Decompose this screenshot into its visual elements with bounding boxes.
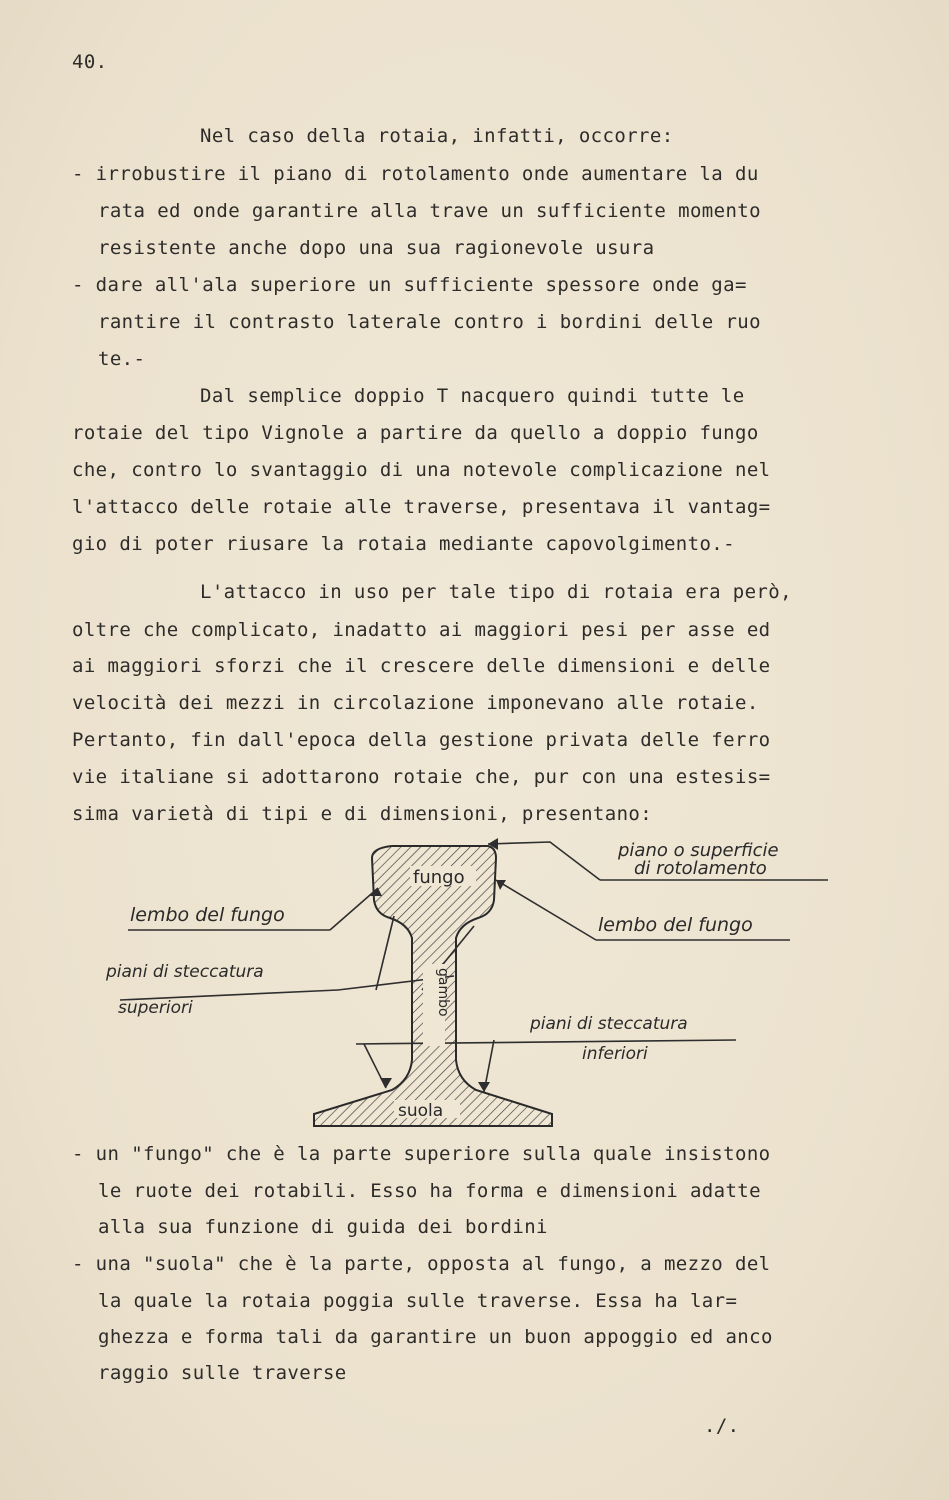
- label-piano-line1: piano o superficie: [618, 840, 779, 861]
- text-line: sima varietà di tipi e di dimensioni, presentano:: [72, 803, 653, 825]
- text-line: - una "suola" che è la parte, opposta al fungo, a mezzo del: [72, 1253, 771, 1275]
- text-line: velocità dei mezzi in circolazione imponevano alle rotaie.: [72, 692, 759, 714]
- label-steccatura-inf-line1: piani di steccatura: [530, 1014, 688, 1034]
- text-line: vie italiane si adottarono rotaie che, pur con una estesis=: [72, 766, 771, 788]
- text-line: le ruote dei rotabili. Esso ha forma e dimensioni adatte: [98, 1180, 761, 1202]
- label-gambo: gambo: [435, 968, 451, 1017]
- text-line: l'attacco delle rotaie alle traverse, presentava il vantag=: [72, 496, 771, 518]
- label-lembo-right: lembo del fungo: [598, 914, 753, 936]
- label-piano-line2: di rotolamento: [634, 858, 767, 879]
- label-steccatura-inf-line2: inferiori: [582, 1044, 648, 1064]
- text-line: - un "fungo" che è la parte superiore sulla quale insistono: [72, 1143, 771, 1165]
- text-line: L'attacco in uso per tale tipo di rotaia era però,: [200, 581, 792, 603]
- text-line: te.-: [98, 348, 146, 370]
- label-fungo: fungo: [413, 867, 465, 888]
- text-line: rata ed onde garantire alla trave un sufficiente momento: [98, 200, 761, 222]
- text-line: - irrobustire il piano di rotolamento onde aumentare la du: [72, 163, 759, 185]
- text-line: resistente anche dopo una sua ragionevole usura: [98, 237, 655, 259]
- text-line: rantire il contrasto laterale contro i bordini delle ruo: [98, 311, 761, 333]
- continuation-mark: ./.: [704, 1415, 740, 1437]
- text-line: gio di poter riusare la rotaia mediante capovolgimento.-: [72, 533, 735, 555]
- text-line: Dal semplice doppio T nacquero quindi tutte le: [200, 385, 745, 407]
- text-line: - dare all'ala superiore un sufficiente spessore onde ga=: [72, 274, 747, 296]
- text-line: la quale la rotaia poggia sulle traverse. Essa ha lar=: [98, 1290, 738, 1312]
- text-line: alla sua funzione di guida dei bordini: [98, 1216, 548, 1238]
- text-line: ghezza e forma tali da garantire un buon appoggio ed anco: [98, 1326, 773, 1348]
- text-line: oltre che complicato, inadatto ai maggiori pesi per asse ed: [72, 619, 771, 641]
- label-lembo-left: lembo del fungo: [130, 904, 285, 926]
- label-steccatura-sup-line2: superiori: [118, 998, 193, 1018]
- text-line: raggio sulle traverse: [98, 1362, 347, 1384]
- page-number: 40.: [72, 51, 108, 73]
- text-line: Nel caso della rotaia, infatti, occorre:: [200, 125, 674, 147]
- text-line: ai maggiori sforzi che il crescere delle dimensioni e delle: [72, 655, 771, 677]
- text-line: Pertanto, fin dall'epoca della gestione privata delle ferro: [72, 729, 771, 751]
- text-line: che, contro lo svantaggio di una notevole complicazione nel: [72, 459, 771, 481]
- label-steccatura-sup-line1: piani di steccatura: [106, 962, 264, 982]
- label-suola: suola: [398, 1101, 444, 1121]
- text-line: rotaie del tipo Vignole a partire da quello a doppio fungo: [72, 422, 759, 444]
